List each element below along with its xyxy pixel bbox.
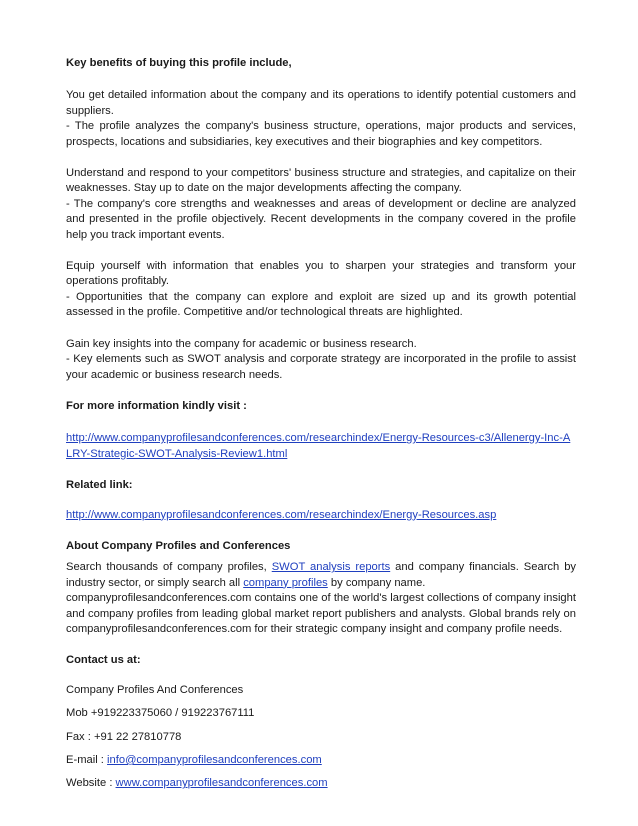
contact-company: Company Profiles And Conferences bbox=[66, 683, 244, 696]
swot-analysis-link[interactable]: SWOT analysis reports bbox=[271, 561, 391, 574]
contact-email-label: E-mail : bbox=[66, 754, 104, 766]
benefit-paragraph-3: Equip yourself with information that enables you to sharpen your strategies and transform your operations profitably. bbox=[66, 260, 576, 288]
contact-heading: Contact us at: bbox=[66, 654, 141, 667]
benefit-detail-1: - The profile analyzes the company's business structure, operations, major products and services, prospects, locations and subsidiaries, key executives and their biographies and key competitors. bbox=[66, 120, 576, 148]
about-heading: About Company Profiles and Conferences bbox=[66, 539, 291, 552]
about-text-before-swot: Search thousands of company profiles, bbox=[66, 561, 267, 574]
benefits-heading: Key benefits of buying this profile include, bbox=[66, 57, 292, 69]
contact-mobile: Mob +919223375060 / 919223767111 bbox=[66, 707, 255, 720]
contact-website-link[interactable]: www.companyprofilesandconferences.com bbox=[115, 777, 328, 790]
about-paragraph-2: companyprofilesandconferences.com contains one of the world's largest collections of company insight and company profiles from leading global market report publishers and analysts. Global brands rely on companyprofilesandconferences.com for their strategic company insight and company profile needs. bbox=[66, 592, 576, 635]
contact-website-label: Website : bbox=[66, 777, 113, 790]
more-info-heading: For more information kindly visit : bbox=[66, 399, 247, 412]
benefit-paragraph-2: Understand and respond to your competitors' business structure and strategies, and capitalize on their weaknesses. Stay up to date on the major developments affecting the company. bbox=[66, 167, 576, 195]
about-text-after-profiles: by company name. bbox=[330, 576, 426, 589]
benefit-paragraph-1: You get detailed information about the company and its operations to identify potential customers and suppliers. bbox=[66, 89, 576, 117]
benefit-paragraph-4: Gain key insights into the company for academic or business research. bbox=[66, 337, 417, 350]
contact-website-row bbox=[66, 776, 576, 791]
about-text-after-swot: and company financials. Search by industry sector, or simply search all bbox=[66, 561, 577, 589]
related-link[interactable]: http://www.companyprofilesandconferences.com/researchindex/Energy-Resources.asp bbox=[66, 508, 497, 521]
benefit-detail-2: - The company's core strengths and weaknesses and areas of development or decline are analyzed and presented in the profile objectively. Recent developments in the company covered in the profile help you track important events. bbox=[66, 197, 576, 241]
company-profiles-link[interactable]: company profiles bbox=[243, 576, 328, 589]
more-info-link[interactable]: http://www.companyprofilesandconferences.com/researchindex/Energy-Resources-c3/Allenergy-Inc-ALRY-Strategic-SWOT-Analysis-Review1.html bbox=[66, 432, 571, 460]
contact-email-row bbox=[66, 753, 576, 768]
benefit-detail-4: - Key elements such as SWOT analysis and corporate strategy are incorporated in the profile to assist your academic or business research needs. bbox=[66, 353, 576, 381]
benefit-detail-3: - Opportunities that the company can explore and exploit are sized up and its growth potential assessed in the profile. Competitive and/or technological threats are highlighted. bbox=[66, 290, 576, 319]
about-paragraph-1 bbox=[66, 560, 576, 591]
contact-fax: Fax : +91 22 27810778 bbox=[66, 730, 182, 743]
contact-email-link[interactable]: info@companyprofilesandconferences.com bbox=[107, 754, 322, 766]
related-heading: Related link: bbox=[66, 479, 133, 492]
